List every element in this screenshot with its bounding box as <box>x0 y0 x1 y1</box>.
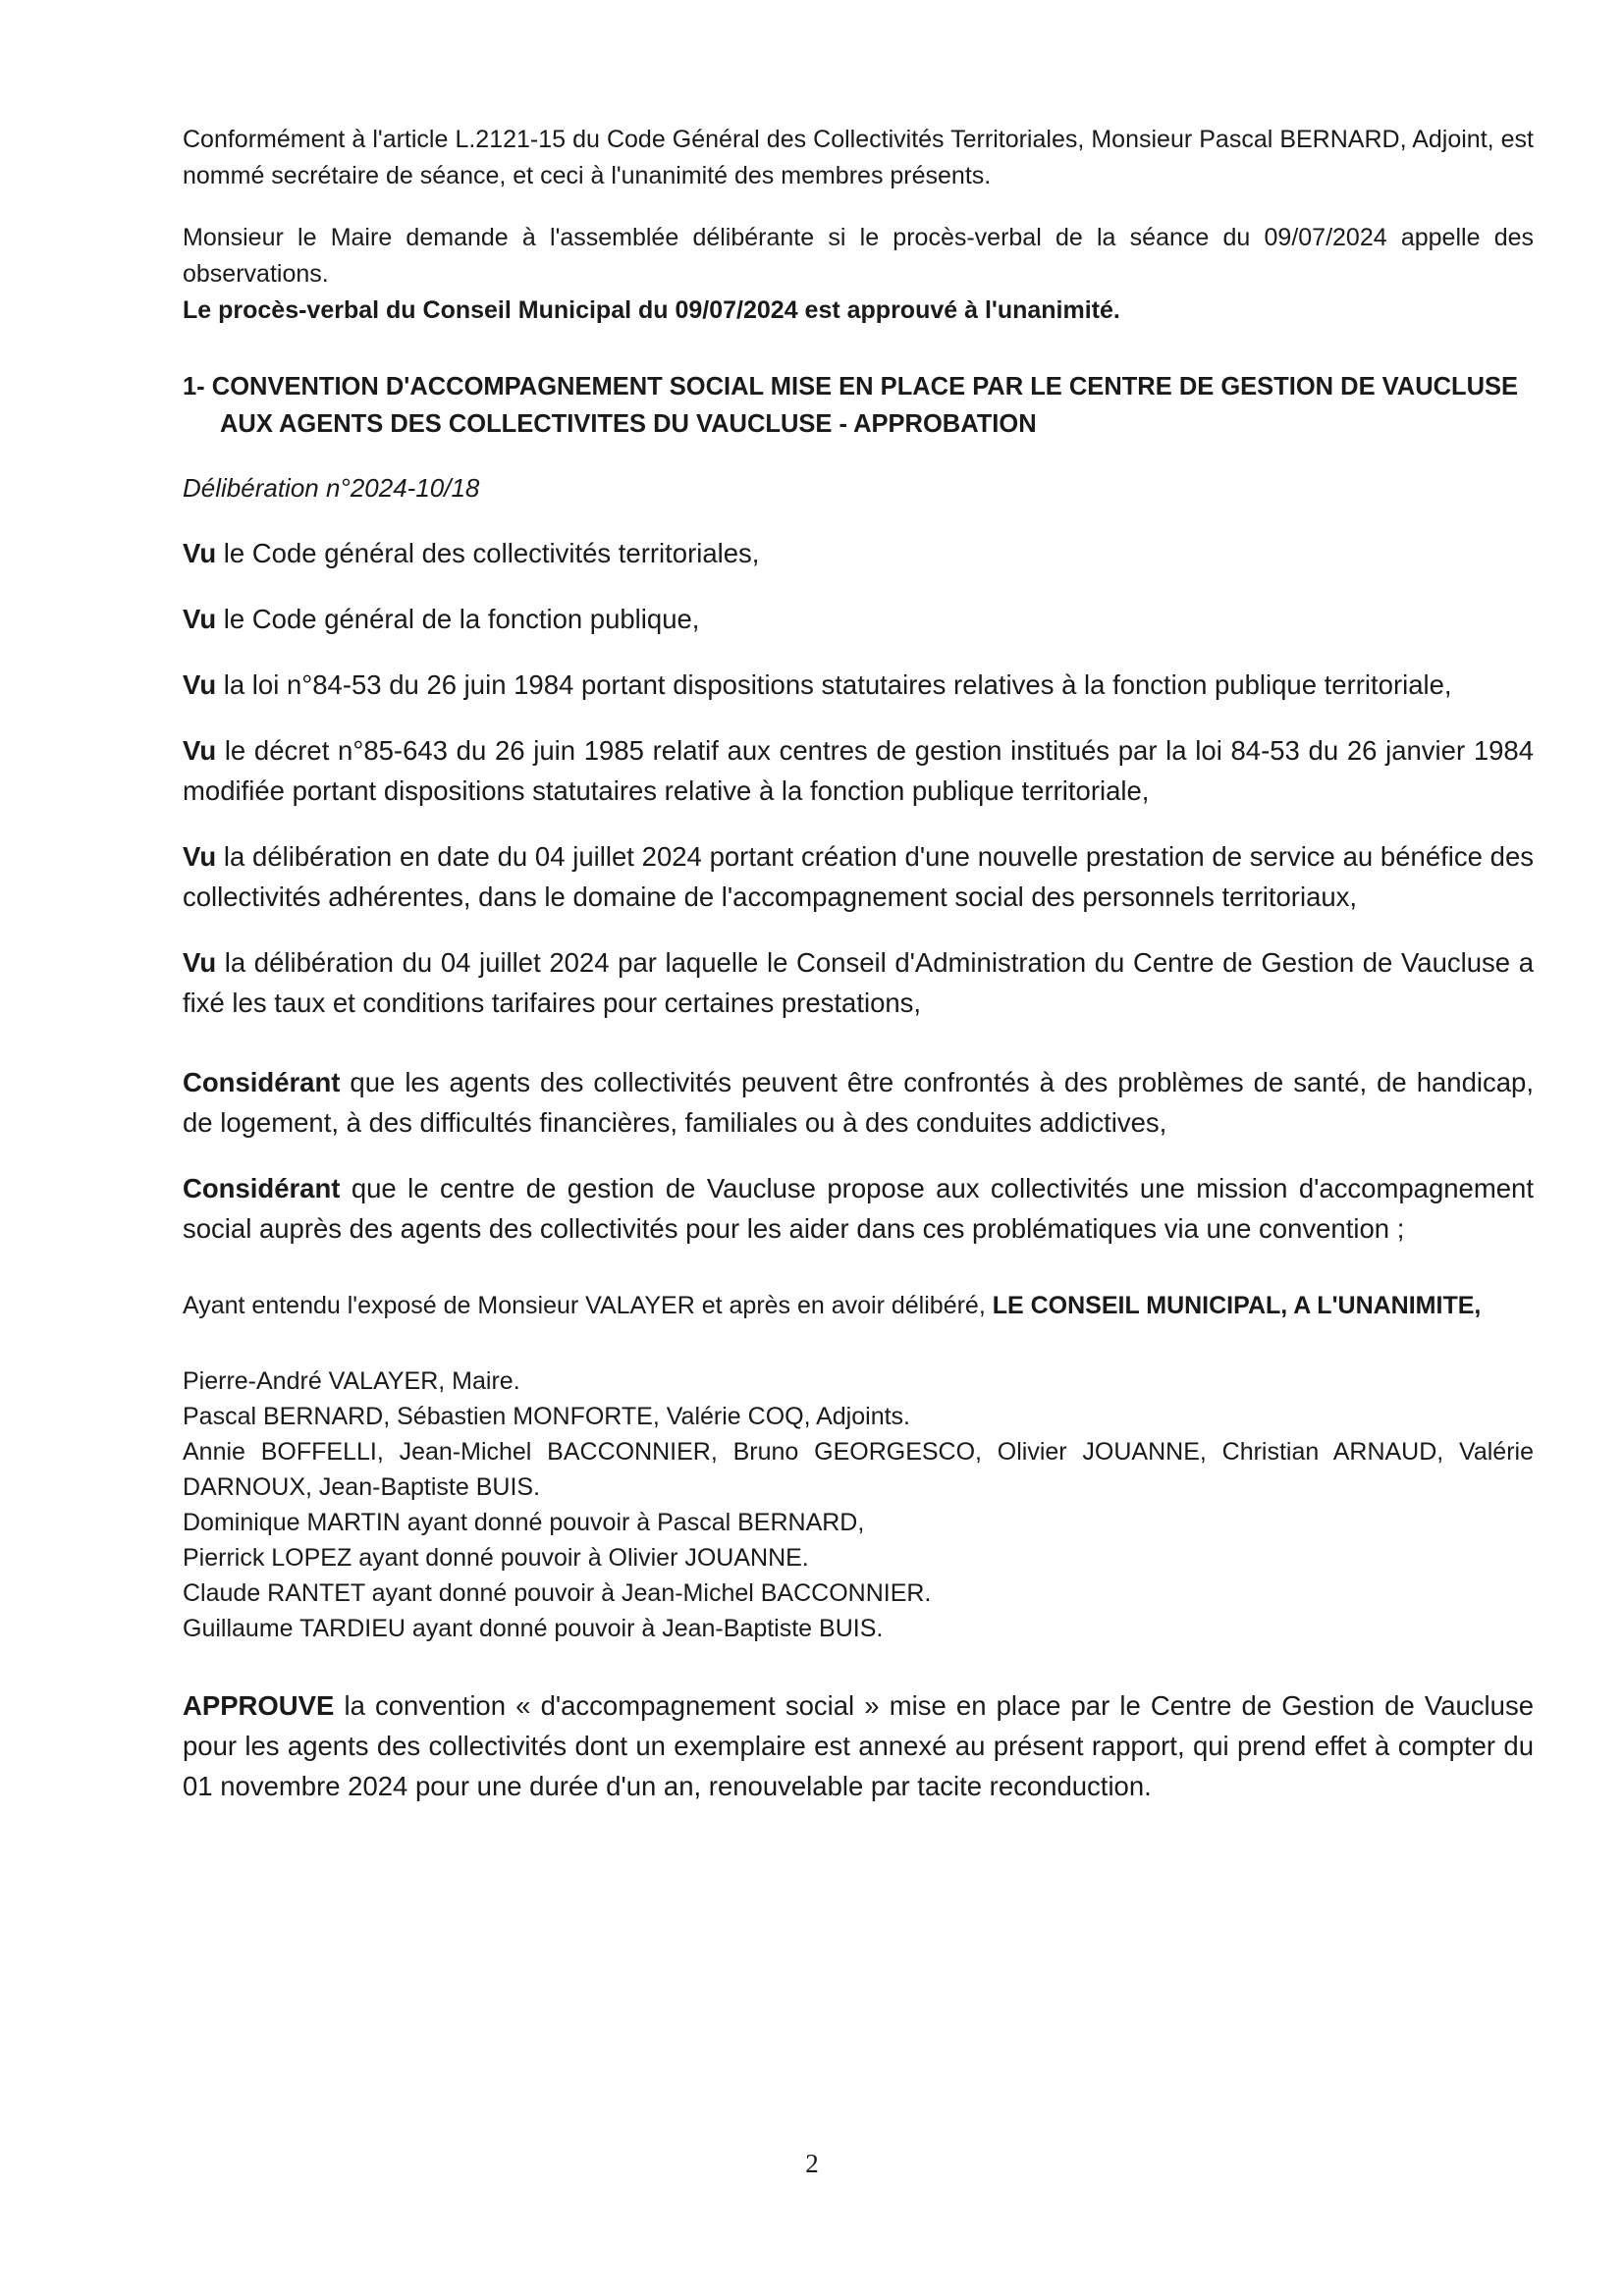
members-list <box>183 1363 1534 1646</box>
considerant-text: que le centre de gestion de Vaucluse propose aux collectivités une mission d'accompagnement social auprès des agents des collectivités pour les aider dans ces problématiques via une convention ; <box>183 1173 1534 1244</box>
visa-text: la délibération en date du 04 juillet 2024 portant création d'une nouvelle prestation de service au bénéfice des collectivités adhérentes, dans le domaine de l'accompagnement social des personnels territoriaux, <box>183 841 1534 912</box>
item-number: 1- <box>183 373 205 400</box>
visa-lead: Vu <box>183 604 217 634</box>
member-line: Guillaume TARDIEU ayant donné pouvoir à Jean-Baptiste BUIS. <box>183 1615 884 1642</box>
member-line: Annie BOFFELLI, Jean-Michel BACCONNIER, Bruno GEORGESCO, Olivier JOUANNE, Christian ARNAUD, Valérie DARNOUX, Jean-Baptiste BUIS. <box>183 1438 1534 1501</box>
member-line: Claude RANTET ayant donné pouvoir à Jean-Michel BACCONNIER. <box>183 1579 932 1607</box>
visa-text: le Code général de la fonction publique, <box>216 604 700 634</box>
visa-2 <box>183 599 1534 639</box>
considerant-2 <box>183 1168 1534 1249</box>
considerant-1 <box>183 1062 1534 1143</box>
visa-text: la loi n°84-53 du 26 juin 1984 portant dispositions statutaires relatives à la fonction publique territoriale, <box>216 669 1452 700</box>
visa-lead: Vu <box>183 669 217 700</box>
considerant-lead: Considérant <box>183 1067 341 1097</box>
secretary-paragraph: Conformément à l'article L.2121-15 du Code Général des Collectivités Territoriales, Monsieur Pascal BERNARD, Adjoint, est nommé secrétaire de séance, et ceci à l'unanimité des membres présents. <box>183 126 1534 189</box>
visa-lead: Vu <box>183 735 217 766</box>
member-line: Pierrick LOPEZ ayant donné pouvoir à Olivier JOUANNE. <box>183 1544 809 1572</box>
visa-lead: Vu <box>183 538 217 568</box>
visa-lead: Vu <box>183 841 217 872</box>
visa-4 <box>183 730 1534 811</box>
approval-text: la convention « d'accompagnement social » mise en place par le Centre de Gestion de Vaucluse pour les agents des collectivités dont un exemplaire est annexé au présent rapport, qui prend effet à compter du 01 novembre 2024 pour une durée d'un an, renouvelable par tacite reconduction. <box>183 1690 1534 1801</box>
member-line: Dominique MARTIN ayant donné pouvoir à Pascal BERNARD, <box>183 1509 865 1536</box>
decision-intro-text: Ayant entendu l'exposé de Monsieur VALAYER et après en avoir délibéré, <box>183 1292 993 1319</box>
visa-5 <box>183 836 1534 917</box>
visa-text: la délibération du 04 juillet 2024 par laquelle le Conseil d'Administration du Centre de Gestion de Vaucluse a fixé les taux et conditions tarifaires pour certaines prestations, <box>183 947 1534 1018</box>
visa-text: le décret n°85-643 du 26 juin 1985 relatif aux centres de gestion institués par la loi 84-53 du 26 janvier 1984 modifiée portant dispositions statutaires relative à la fonction publique territoriale, <box>183 735 1534 806</box>
visa-lead: Vu <box>183 947 217 978</box>
deliberation-number: Délibération n°2024-10/18 <box>183 473 480 503</box>
visa-6 <box>183 942 1534 1023</box>
member-line: Pierre-André VALAYER, Maire. <box>183 1367 520 1395</box>
considerant-lead: Considérant <box>183 1173 341 1203</box>
approval-paragraph <box>183 1685 1534 1806</box>
approval-lead: APPROUVE <box>183 1690 335 1721</box>
pv-question-paragraph: Monsieur le Maire demande à l'assemblée délibérante si le procès-verbal de la séance du 09/07/2024 appelle des observations. <box>183 224 1534 288</box>
item-title-text: CONVENTION D'ACCOMPAGNEMENT SOCIAL MISE EN PLACE PAR LE CENTRE DE GESTION DE VAUCLUSE AUX AGENTS DES COLLECTIVITES DU VAUCLUSE - APPROBATION <box>211 373 1519 438</box>
pv-approved-paragraph: Le procès-verbal du Conseil Municipal du 09/07/2024 est approuvé à l'unanimité. <box>183 296 1120 324</box>
decision-intro-council: LE CONSEIL MUNICIPAL, A L'UNANIMITE, <box>992 1292 1482 1319</box>
visa-text: le Code général des collectivités territoriales, <box>216 538 760 568</box>
member-line: Pascal BERNARD, Sébastien MONFORTE, Valérie COQ, Adjoints. <box>183 1403 910 1430</box>
considerant-text: que les agents des collectivités peuvent être confrontés à des problèmes de santé, de handicap, de logement, à des difficultés financières, familiales ou à des conduites addictives, <box>183 1067 1534 1138</box>
visa-3 <box>183 665 1534 705</box>
page-content <box>183 122 1534 1806</box>
decision-intro <box>183 1288 1534 1324</box>
item-title <box>183 368 1534 443</box>
visa-1 <box>183 533 1534 573</box>
page-number: 2 <box>805 2149 819 2178</box>
